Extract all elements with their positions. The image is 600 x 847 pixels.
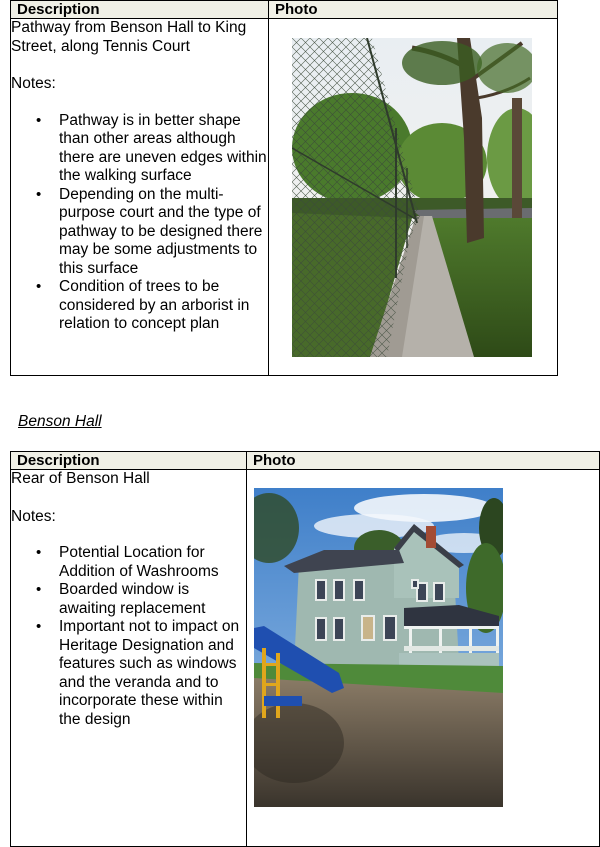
table-row xyxy=(11,470,600,847)
benson-hall-photo xyxy=(254,488,503,807)
description-cell xyxy=(11,470,247,847)
note-item: • Depending on the multi-purpose court and the type of pathway to be designed there may be some adjustments to this surface xyxy=(59,186,268,279)
photo-header: Photo xyxy=(269,1,558,19)
entry-title: Rear of Benson Hall xyxy=(11,470,150,487)
table-header-row xyxy=(11,452,600,470)
note-item: • Condition of trees to be considered by an arborist in relation to concept plan xyxy=(59,278,268,334)
description-header: Description xyxy=(11,1,269,19)
table-row xyxy=(11,19,558,376)
photo-header: Photo xyxy=(247,452,600,470)
notes-list xyxy=(11,112,268,334)
pathway-table xyxy=(10,0,558,376)
table-header-row xyxy=(11,1,558,19)
photo-cell xyxy=(269,19,558,376)
benson-hall-table xyxy=(10,451,600,847)
pathway-photo xyxy=(292,38,532,357)
entry-title: Pathway from Benson Hall to King Street, along Tennis Court xyxy=(11,19,247,55)
notes-label: Notes: xyxy=(11,75,56,92)
description-header: Description xyxy=(11,452,247,470)
note-item: • Potential Location for Addition of Washrooms xyxy=(59,544,246,581)
note-item: • Pathway is in better shape than other areas although there are uneven edges within the walking surface xyxy=(59,112,268,186)
notes-list xyxy=(11,544,246,729)
notes-label: Notes: xyxy=(11,507,56,525)
description-cell xyxy=(11,19,269,376)
note-item: • Boarded window is awaiting replacement xyxy=(59,581,246,618)
section-heading: Benson Hall xyxy=(18,413,102,430)
photo-cell xyxy=(247,470,600,847)
note-item: • Important not to impact on Heritage Designation and features such as windows and the veranda and to incorporate these within the design xyxy=(59,618,246,729)
